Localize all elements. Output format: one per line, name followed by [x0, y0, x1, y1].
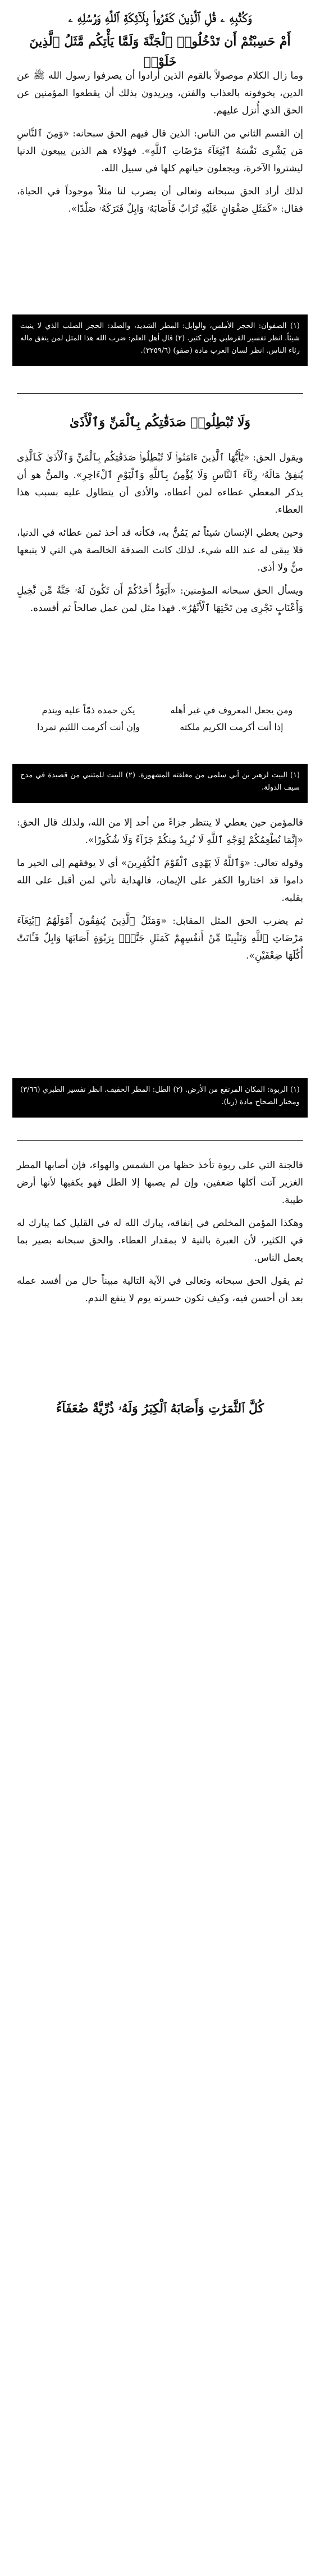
paragraph: وهكذا المؤمن المخلص في إنفاقه، يبارك الله له في القليل كما يبارك له في الكثير، لأن العبرة بالنية لا بمقدار العطاء. والحق سبحانه بصير بما يعمل الناس. [17, 1218, 303, 1264]
hemistich: وإن أنت أكرمت اللئيم تمردا [37, 722, 140, 732]
paragraph: ويقول الحق: «يَٰٓأَيُّهَا ٱلَّذِينَ ءَامَنُوا۟ لَا تُبْطِلُوا۟ صَدَقَٰتِكُم بِٱلْمَنِّ وَٱلْأَذَىٰ كَٱلَّذِى يُنفِقُ مَالَهُۥ رِئَآءَ ٱلنَّاسِ وَلَا يُؤْمِنُ بِٱللَّهِ وَٱلْيَوْمِ ٱلْءَاخِرِ». والمنُّ هو أن يذكر المعطي عطاءه لمن أعطاه، والأذى أن يتطاول عليه بسبب هذا العطاء. [17, 452, 303, 516]
hemistich: إذا أنت أكرمت الكريم ملكته [180, 722, 284, 732]
footnote-text: (١) البيت لزهير بن أبي سلمى من معلقته المشهورة. (٢) البيت للمتنبي من قصيدة في مدح سيف الدولة. [20, 771, 300, 792]
closing-verse [0, 1393, 320, 1424]
footnote-box [12, 1078, 308, 1118]
verse-line: وَلَا تُبْطِلُوا۟ صَدَقَٰتِكُم بِٱلْمَنِّ وَٱلْأَذَىٰ [69, 415, 251, 430]
paragraph: وما زال الكلام موصولاً بالقوم الذين أرادوا أن يصرفوا رسول الله ﷺ عن الدين، يخوفونه بالعذاب والفتن، ويريدون بذلك أن يقطعوا المؤمنين عن الحق الذي أُنزل عليهم. [17, 70, 303, 116]
verse-line: وَكُتُبِهِ ۦ قُلِ ٱلَّذِينَ كَفَرُوا۟ بِلَآئِكَةِ ٱللَّهِ وَرُسُلِهِ ۦ [68, 11, 252, 25]
paragraph: ثم يقول الحق سبحانه وتعالى في الآية التالية مبيناً حال من أفسد عمله بعد أن أحسن فيه، وكيف تكون حسرته يوم لا ينفع الندم. [17, 1275, 303, 1304]
paragraph: وحين يعطي الإنسان شيئاً ثم يَمُنُّ به، فكأنه قد أخذ ثمن عطائه في الدنيا، فلا يبقى له عند الله شيء. لذلك كانت الصدقة الخالصة هي التي لا يتبعها منٌّ ولا أذى. [17, 527, 303, 573]
paragraph-group-4 [0, 1157, 320, 1313]
paragraph-group-1 [0, 67, 320, 224]
footnote-text: (١) الصفوان: الحجر الأملس، والوابل: المطر الشديد، والصلد: الحجر الصلب الذي لا ينبت شيئاً. انظر تفسير القرطبي وابن كثير. (٢) قال أهل العلم: ضرب الله هذا المثل لمن ينفق ماله رئاء الناس. انظر لسان العرب مادة (صفو) (٣٢٥٩/٦). [20, 322, 300, 355]
divider [17, 393, 303, 394]
poem [0, 702, 320, 736]
footnote-box [12, 314, 308, 366]
verse-line: كُلَّ ٱلثَّمَرَٰتِ وَأَصَابَهُ ٱلْكِبَرُ وَلَهُۥ ذُرِّيَّةٌ ضُعَفَآءُ [56, 1401, 264, 1416]
footnote-box [12, 764, 308, 803]
verse-header-2 [0, 404, 320, 436]
paragraph: وقوله تعالى: «وَٱللَّهُ لَا يَهْدِى ٱلْقَوْمَ ٱلْكَٰفِرِينَ» أي لا يوفقهم إلى الخير ما داموا قد اختاروا الكفر على الإيمان، فالهداية تأتي لمن أقبل على الله بقلبه. [17, 858, 303, 904]
poem-verse [22, 719, 298, 736]
paragraph-group-2 [0, 449, 320, 623]
paragraph-group-3 [0, 814, 320, 970]
paragraph: فالمؤمن حين يعطي لا ينتظر جزاءً من أحد إلا من الله، ولذلك قال الحق: «إِنَّمَا نُطْعِمُكُمْ لِوَجْهِ ٱللَّهِ لَا نُرِيدُ مِنكُمْ جَزَآءً وَلَا شُكُورًا». [17, 817, 303, 846]
paragraph: ويسأل الحق سبحانه المؤمنين: «أَيَوَدُّ أَحَدُكُمْ أَن تَكُونَ لَهُۥ جَنَّةٌ مِّن نَّخِيلٍ وَأَعْنَابٍ تَجْرِى مِن تَحْتِهَا ٱلْأَنْهَٰرُ». فهذا مثل لمن عمل صالحاً ثم أفسده. [17, 585, 303, 614]
paragraph: لذلك أراد الحق سبحانه وتعالى أن يضرب لنا مثلاً موجوداً في الحياة، فقال: «كَمَثَلِ صَفْوَانٍ عَلَيْهِ تُرَابٌ فَأَصَابَهُۥ وَابِلٌ فَتَرَكَهُۥ صَلْدًا». [17, 186, 303, 215]
hemistich: ومن يجعل المعروف في غير أهله [170, 705, 293, 715]
verse-header-1 [0, 0, 320, 75]
paragraph: فالجنة التي على ربوة تأخذ حظها من الشمس والهواء، فإن أصابها المطر الغزير آتت أكلها ضعفين، وإن لم يصبها إلا الطل فهو يكفيها لأنها أرض طيبة. [17, 1160, 303, 1206]
paragraph: إن القسم الثاني من الناس: الذين قال فيهم الحق سبحانه: «وَمِنَ ٱلنَّاسِ مَن يَشْرِى نَفْسَهُ ٱبْتِغَآءَ مَرْضَاتِ ٱللَّهِ». فهؤلاء هم الذين يبيعون الدنيا ليشتروا الآخرة، ويجعلون حياتهم كلها في سبيل الله. [17, 128, 303, 174]
poem-verse [22, 702, 298, 719]
footnote-text: (١) الربوة: المكان المرتفع من الأرض. (٢) الطل: المطر الخفيف. انظر تفسير الطبري (٣/٦٦) ومختار الصحاح مادة (ربا). [20, 1086, 300, 1106]
paragraph: ثم يضرب الحق المثل المقابل: «وَمَثَلُ ٱلَّذِينَ يُنفِقُونَ أَمْوَٰلَهُمُ ٱبْتِغَآءَ مَرْضَاتِ ٱللَّهِ وَتَثْبِيتًا مِّنْ أَنفُسِهِمْ كَمَثَلِ جَنَّةٍۭ بِرَبْوَةٍ أَصَابَهَا وَابِلٌ فَـَٔاتَتْ أُكُلَهَا ضِعْفَيْنِ». [17, 915, 303, 961]
hemistich: يكن حمده ذمّاً عليه ويندم [42, 705, 135, 715]
verse-line: أَمْ حَسِبْتُمْ أَن تَدْخُلُوا۟ ٱلْجَنَّةَ وَلَمَّا يَأْتِكُم مَّثَلُ ٱلَّذِينَ خَلَوْا۟ [29, 34, 291, 69]
divider [17, 1140, 303, 1141]
